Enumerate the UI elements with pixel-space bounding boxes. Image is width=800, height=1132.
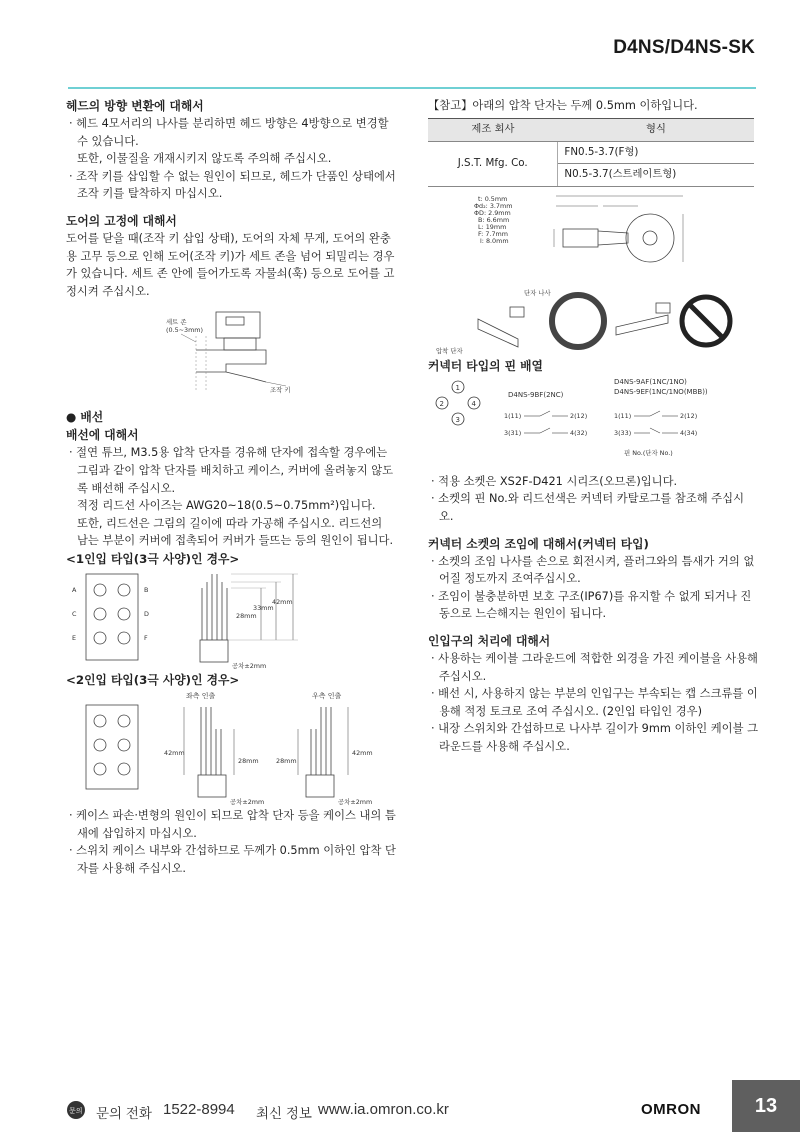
phone-label: 문의 전화 bbox=[96, 1106, 152, 1121]
paragraph: · 사용하는 케이블 그라운드에 적합한 외경을 가진 케이블을 사용해 주십시오. bbox=[431, 651, 758, 683]
paragraph: · 적용 소켓은 XS2F-D421 시리즈(오므론)입니다. bbox=[431, 474, 678, 488]
crimp-terminal-label: 압착 단자 bbox=[436, 346, 463, 355]
right-dimension-28: 28mm bbox=[276, 756, 297, 765]
paragraph: 또한, 리드선은 그림의 길이에 따라 가공해 주십시오. 리드선의 남는 부분이 커버에 접촉되어 커버가 들뜨는 등의 원인이 됩니다. bbox=[77, 516, 394, 548]
dimension-42: 42mm bbox=[272, 597, 293, 606]
terminal-f: F bbox=[144, 633, 148, 642]
contact-31: 3(31) bbox=[504, 428, 522, 437]
paragraph: · 소켓의 핀 No.와 리드선색은 커넥터 카탈로그를 참조해 주십시오. bbox=[431, 492, 744, 523]
dim-F: F: 7.7mm bbox=[478, 229, 508, 238]
table-cell-maker: J.S.T. Mfg. Co. bbox=[428, 141, 558, 186]
dim-D: ΦD: 2.9mm bbox=[474, 208, 511, 217]
dimension-33: 33mm bbox=[253, 603, 274, 612]
paragraph: · 절연 튜브, M3.5용 압착 단자를 경유해 단자에 접속할 경우에는 그림과 같이 압착 단자를 배치하고 케이스, 커버에 올려놓지 않도록 배선해 주십시오. bbox=[69, 446, 394, 495]
two-inlet-wiring-figure bbox=[66, 689, 396, 807]
right-dimension-42: 42mm bbox=[352, 748, 373, 757]
right-column bbox=[428, 97, 758, 756]
contact-12: 2(12) bbox=[570, 411, 588, 420]
section-heading-head-direction: 헤드의 방향 변환에 대해서 bbox=[66, 99, 204, 113]
paragraph: · 내장 스위치와 간섭하므로 나사부 길이가 9mm 이하인 케이블 그라운드를 사용해 주십시오. bbox=[431, 722, 759, 753]
left-column bbox=[66, 97, 396, 877]
terminal-b: B bbox=[144, 585, 149, 594]
contact-11b: 1(11) bbox=[614, 411, 632, 420]
model-9af: D4NS-9AF(1NC/1NO) bbox=[614, 377, 687, 386]
contact-33: 3(33) bbox=[614, 428, 632, 437]
table-header-maker: 제조 회사 bbox=[428, 119, 558, 142]
page-title: D4NS/D4NS-SK bbox=[613, 37, 755, 58]
door-set-zone-figure bbox=[66, 306, 396, 396]
phone-number[interactable]: 1522-8994 bbox=[163, 1101, 235, 1118]
header-divider bbox=[68, 87, 756, 89]
section-heading-inlet: 인입구의 처리에 대해서 bbox=[428, 633, 551, 648]
section-heading-pin-layout: 커넥터 타입의 핀 배열 bbox=[428, 358, 543, 373]
phone-contact-icon bbox=[66, 1100, 88, 1120]
table-cell-model: FN0.5-3.7(F형) bbox=[558, 141, 754, 164]
terminal-d: D bbox=[144, 609, 149, 618]
svg-text:1: 1 bbox=[455, 383, 460, 392]
model-9ef: D4NS-9EF(1NC/1NO(MBB)) bbox=[614, 387, 708, 396]
svg-text:4: 4 bbox=[471, 399, 476, 408]
subheading-wiring: 배선에 대해서 bbox=[66, 428, 139, 443]
terminal-e: E bbox=[72, 633, 77, 642]
paragraph: · 조임이 불충분하면 보호 구조(IP67)를 유지할 수 없게 되거나 진동으로 느슨해지는 원인이 됩니다. bbox=[431, 589, 752, 621]
dim-B: B: 6.6mm bbox=[478, 215, 510, 224]
contact-12b: 2(12) bbox=[680, 411, 698, 420]
contact-34: 4(34) bbox=[680, 428, 698, 437]
website-link[interactable]: www.ia.omron.co.kr bbox=[318, 1101, 449, 1118]
info-label: 최신 정보 bbox=[256, 1106, 312, 1121]
left-dimension-28: 28mm bbox=[238, 756, 259, 765]
page-number: 13 bbox=[732, 1080, 800, 1132]
connector-pin-layout-figure bbox=[428, 375, 758, 473]
section-heading-socket-tightening: 커넥터 소켓의 조임에 대해서(커넥터 타입) bbox=[428, 536, 649, 551]
paragraph: · 소켓의 조임 나사를 손으로 회전시켜, 플러그와의 틈새가 거의 없어질 정도까지 조여주십시오. bbox=[431, 554, 755, 586]
one-inlet-wiring-figure bbox=[66, 568, 396, 671]
paragraph: 또한, 이물질을 개재시키지 않도록 주의해 주십시오. bbox=[77, 152, 332, 166]
table-header-model: 형식 bbox=[558, 119, 754, 142]
terminal-c: C bbox=[72, 609, 77, 618]
dimension-28: 28mm bbox=[236, 611, 257, 620]
key-label: 조작 키 bbox=[270, 386, 291, 395]
crimp-terminal-table bbox=[428, 118, 754, 187]
contact-11: 1(11) bbox=[504, 411, 522, 420]
reference-note: 【참고】아래의 압착 단자는 두께 0.5mm 이하입니다. bbox=[428, 99, 698, 112]
paragraph: · 배선 시, 사용하지 않는 부분의 인입구는 부속되는 캡 스크류를 이용해 적정 토크로 조여 주십시오. (2인입 타입인 경우) bbox=[431, 687, 758, 718]
set-zone-range: (0.5~3mm) bbox=[166, 326, 204, 335]
left-dimension-42: 42mm bbox=[164, 748, 185, 757]
svg-text:2: 2 bbox=[439, 399, 444, 408]
svg-text:3: 3 bbox=[455, 415, 460, 424]
subheading-2-inlet: <2인입 타입(3극 사양)인 경우> bbox=[66, 672, 240, 687]
terminal-a: A bbox=[72, 585, 77, 594]
subheading-1-inlet: <1인입 타입(3극 사양)인 경우> bbox=[66, 551, 240, 566]
left-draw-label: 좌측 인출 bbox=[186, 691, 216, 700]
contact-32: 4(32) bbox=[570, 428, 588, 437]
terminal-screw-label: 단자 나사 bbox=[524, 288, 551, 297]
section-heading-door-fixing: 도어의 고정에 대해서 bbox=[66, 213, 177, 228]
paragraph: · 케이스 파손·변형의 원인이 되므로 압착 단자 등을 케이스 내의 틈새에 삽입하지 마십시오. bbox=[69, 808, 396, 840]
left-tolerance: 공차±2mm bbox=[230, 797, 265, 806]
dim-t: t: 0.5mm bbox=[478, 194, 508, 203]
dim-l: l: 8.0mm bbox=[480, 236, 509, 245]
paragraph: 도어를 닫을 때(조작 키 삽입 상태), 도어의 자체 무게, 도어의 완충용 고무 등으로 인해 도어(조작 키)가 세트 존을 넘어 되밀리는 경우가 있습니다. 세트 존 안에 들어가도록 자물쇠(훅) 등으로 도어를 고정시켜 주십시오. bbox=[66, 231, 395, 298]
crimp-terminal-dimensions-figure bbox=[428, 193, 758, 289]
right-tolerance: 공차±2mm bbox=[338, 797, 373, 806]
paragraph: 적정 리드선 사이즈는 AWG20~18(0.5~0.75mm²)입니다. bbox=[77, 499, 376, 513]
paragraph: · 헤드 4모서리의 나사를 분리하면 헤드 방향은 4방향으로 변경할 수 있습니다. bbox=[69, 117, 389, 148]
table-cell-model: N0.5-3.7(스트레이트형) bbox=[558, 164, 754, 187]
section-heading-wiring: ● 배선 bbox=[66, 410, 104, 425]
right-draw-label: 우측 인출 bbox=[312, 691, 342, 700]
pin-number-note: 핀 No.(단자 No.) bbox=[624, 448, 673, 457]
svg-text:문의: 문의 bbox=[69, 1107, 83, 1115]
paragraph: · 조작 키를 삽입할 수 없는 원인이 되므로, 헤드가 단품인 상태에서 조작 키를 탈착하지 마십시오. bbox=[69, 169, 396, 201]
terminal-insertion-figure bbox=[428, 289, 758, 357]
dim-L: L: 19mm bbox=[478, 222, 507, 231]
paragraph: · 스위치 케이스 내부와 간섭하므로 두께가 0.5mm 이하인 압착 단자를 사용해 주십시오. bbox=[69, 844, 396, 875]
model-9bf: D4NS-9BF(2NC) bbox=[508, 390, 564, 399]
tolerance-label: 공차±2mm bbox=[232, 661, 267, 670]
footer bbox=[66, 1098, 756, 1122]
set-zone-label: 세트 존 bbox=[166, 318, 187, 327]
dim-d2: Φd₂: 3.7mm bbox=[474, 201, 513, 210]
omron-logo: OMRON bbox=[641, 1101, 701, 1118]
